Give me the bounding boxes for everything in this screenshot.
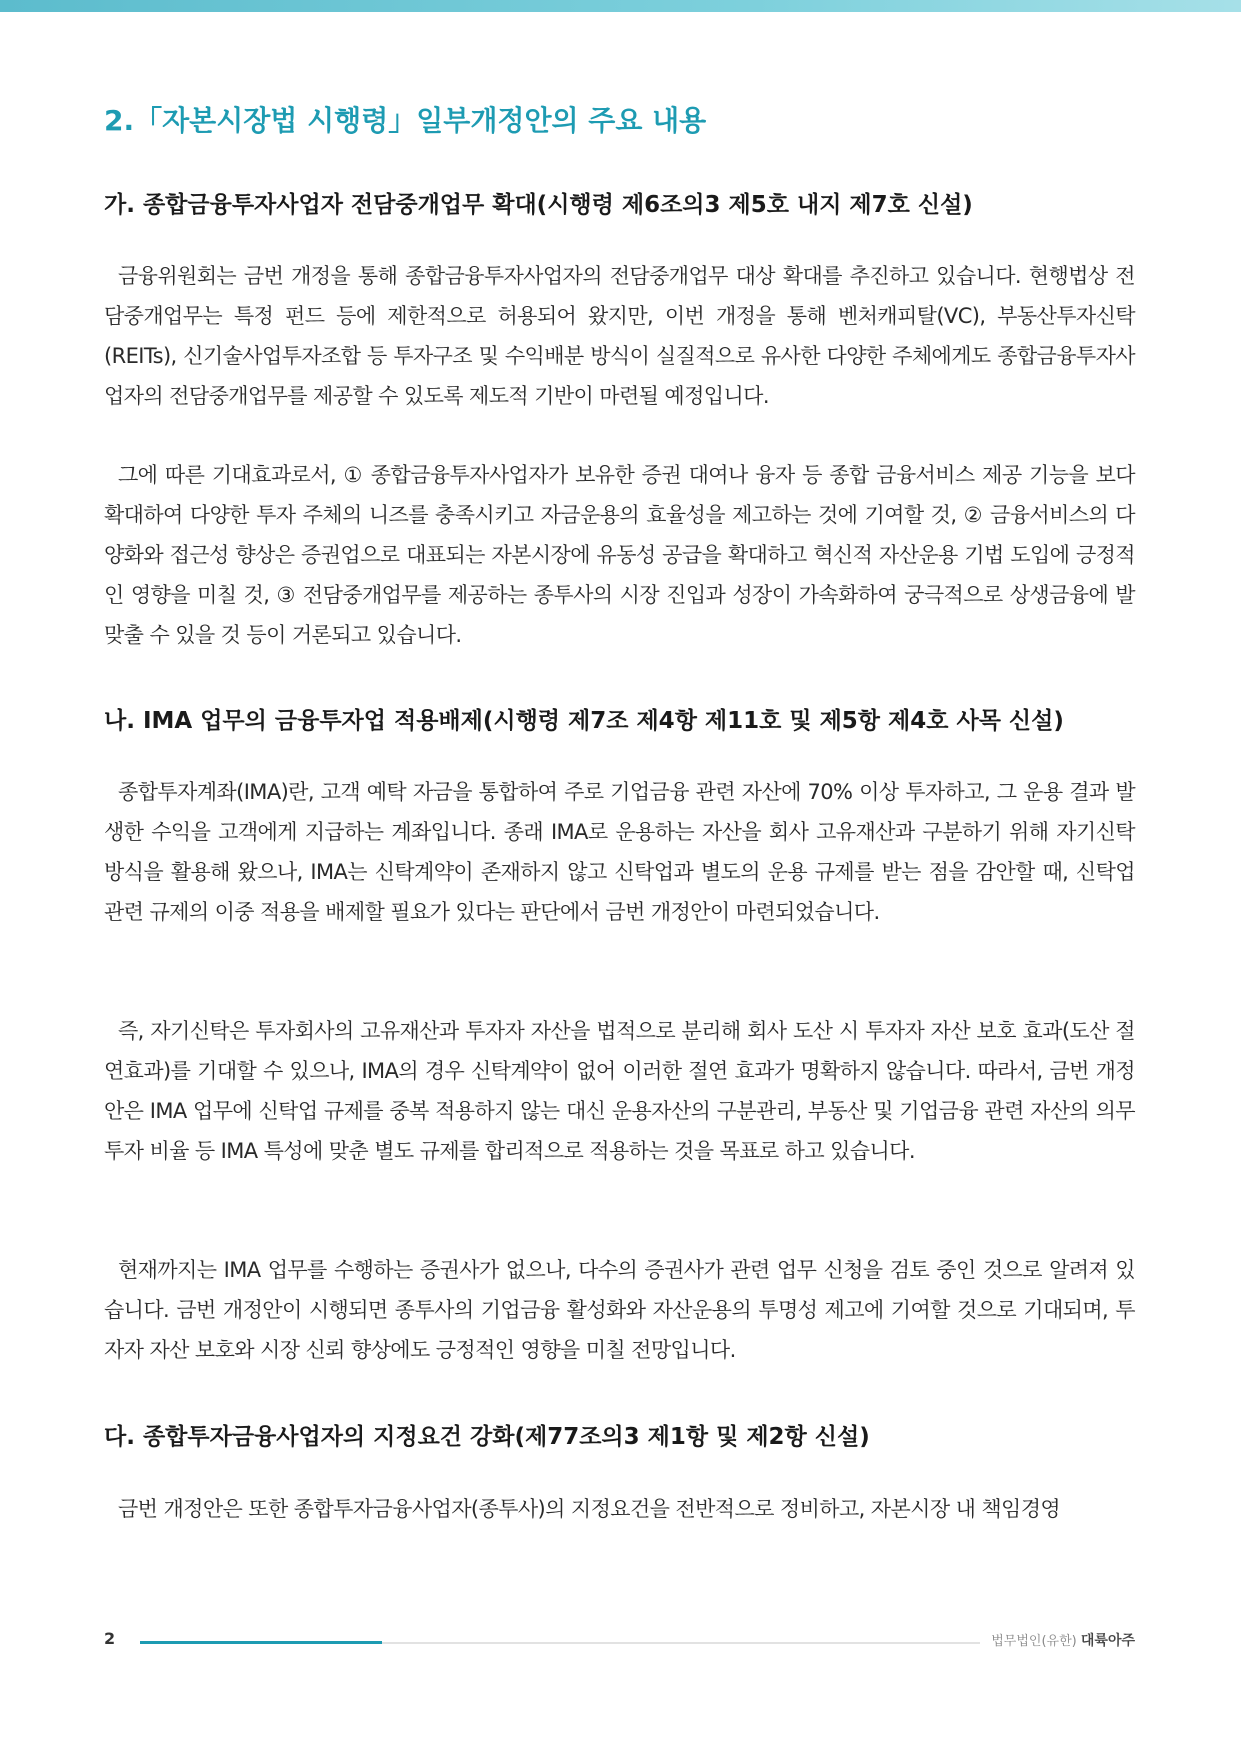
paragraph: 즉, 자기신탁은 투자회사의 고유재산과 투자자 자산을 법적으로 분리해 회사 도산 시 투자자 자산 보호 효과(도산 절연효과)를 기대할 수 있으나, IMA의 경우 신탁계약이 없어 이러한 절연 효과가 명확하지 않습니다. 따라서, 금번 개정안은 IMA 업무에 신탁업 규제를 중복 적용하지 않는 대신 운용자산의 구분관리, 부동산 및 기업금융 관련 자산의 의무투자 비율 등 IMA 특성에 맞춘 별도 규제를 합리적으로 적용하는 것을 목표로 하고 있습니다.	[104, 1019, 1135, 1163]
subsection-heading-ga: 가. 종합금융투자사업자 전담중개업무 확대(시행령 제6조의3 제5호 내지 제7호 신설)	[104, 192, 973, 218]
top-accent-bar	[0, 0, 1241, 12]
subsection-heading-da: 다. 종합투자금융사업자의 지정요건 강화(제77조의3 제1항 및 제2항 신설)	[104, 1424, 870, 1450]
subsection-heading-na: 나. IMA 업무의 금융투자업 적용배제(시행령 제7조 제4항 제11호 및 제5항 제4호 사목 신설)	[104, 708, 1064, 734]
firm-brand: 대륙아주	[1080, 1633, 1135, 1649]
page-number: 2	[104, 1629, 116, 1648]
paragraph: 현재까지는 IMA 업무를 수행하는 증권사가 없으나, 다수의 증권사가 관련 업무 신청을 검토 중인 것으로 알려져 있습니다. 금번 개정안이 시행되면 종투사의 기업금융 활성화와 자산운용의 투명성 제고에 기여할 것으로 기대되며, 투자자 자산 보호와 시장 신뢰 향상에도 긍정적인 영향을 미칠 전망입니다.	[104, 1258, 1135, 1362]
paragraph: 금융위원회는 금번 개정을 통해 종합금융투자사업자의 전담중개업무 대상 확대를 추진하고 있습니다. 현행법상 전담중개업무는 특정 펀드 등에 제한적으로 허용되어 왔지만, 이번 개정을 통해 벤처캐피탈(VC), 부동산투자신탁(REITs), 신기술사업투자조합 등 투자구조 및 수익배분 방식이 실질적으로 유사한 다양한 주체에게도 종합금융투자사업자의 전담중개업무를 제공할 수 있도록 제도적 기반이 마련될 예정입니다.	[104, 264, 1135, 408]
paragraph: 종합투자계좌(IMA)란, 고객 예탁 자금을 통합하여 주로 기업금융 관련 자산에 70% 이상 투자하고, 그 운용 결과 발생한 수익을 고객에게 지급하는 계좌입니다. 종래 IMA로 운용하는 자산을 회사 고유재산과 구분하기 위해 자기신탁 방식을 활용해 왔으나, IMA는 신탁계약이 존재하지 않고 신탁업과 별도의 운용 규제를 받는 점을 감안할 때, 신탁업 관련 규제의 이중 적용을 배제할 필요가 있다는 판단에서 금번 개정안이 마련되었습니다.	[104, 780, 1135, 924]
section-title: 2.「자본시장법 시행령」일부개정안의 주요 내용	[104, 104, 707, 137]
firm-prefix: 법무법인(유한)	[991, 1634, 1077, 1649]
paragraph: 그에 따른 기대효과로서, ① 종합금융투자사업자가 보유한 증권 대여나 융자 등 종합 금융서비스 제공 기능을 보다 확대하여 다양한 투자 주체의 니즈를 충족시키고 자금운용의 효율성을 제고하는 것에 기여할 것, ② 금융서비스의 다양화와 접근성 향상은 증권업으로 대표되는 자본시장에 유동성 공급을 확대하고 혁신적 자산운용 기법 도입에 긍정적인 영향을 미칠 것, ③ 전담중개업무를 제공하는 종투사의 시장 진입과 성장이 가속화하여 궁극적으로 상생금융에 발맞출 수 있을 것 등이 거론되고 있습니다.	[104, 463, 1135, 647]
footer-divider-accent	[140, 1641, 382, 1644]
paragraph: 금번 개정안은 또한 종합투자금융사업자(종투사)의 지정요건을 전반적으로 정비하고, 자본시장 내 책임경영	[118, 1497, 1061, 1521]
firm-name	[985, 1630, 1135, 1650]
